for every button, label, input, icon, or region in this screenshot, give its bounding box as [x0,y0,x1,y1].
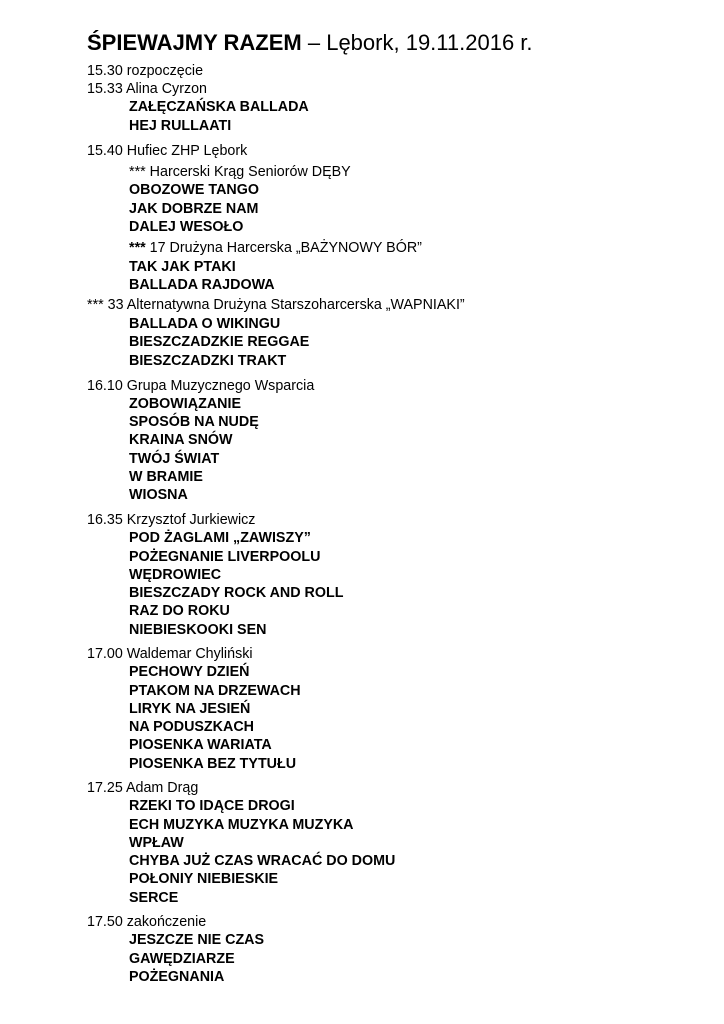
sub-performer [129,240,422,257]
song-title: GAWĘDZIARZE [129,951,235,967]
song-title: POŻEGNANIE LIVERPOOLU [129,549,321,565]
song-title: PIOSENKA BEZ TYTUŁU [129,756,297,772]
song-title: SPOSÓB NA NUDĘ [129,414,259,430]
song-title: PIOSENKA WARIATA [129,737,272,753]
song-title: BALLADA RAJDOWA [129,277,275,293]
song-title: KRAINA SNÓW [129,432,233,448]
song-title: ZAŁĘCZAŃSKA BALLADA [129,99,309,115]
song-title: PTAKOM NA DRZEWACH [129,683,301,699]
schedule-entry: 17.25 Adam Drąg [87,780,199,796]
song-title: ECH MUZYKA MUZYKA MUZYKA [129,817,354,833]
song-title: SERCE [129,890,179,906]
song-title: JESZCZE NIE CZAS [129,932,265,948]
schedule-entry: 16.10 Grupa Muzycznego Wsparcia [87,378,315,394]
song-title: RZEKI TO IDĄCE DROGI [129,798,295,814]
schedule-entry: 17.50 zakończenie [87,914,207,930]
page-title [87,28,533,58]
song-title: LIRYK NA JESIEŃ [129,701,251,717]
song-title: ZOBOWIĄZANIE [129,396,241,412]
song-title: CHYBA JUŻ CZAS WRACAĆ DO DOMU [129,853,396,869]
song-title: BIESZCZADZKI TRAKT [129,353,287,369]
song-title: BALLADA O WIKINGU [129,316,281,332]
song-title: HEJ RULLAATI [129,118,232,134]
sub-performer-name: 17 Drużyna Harcerska „BAŻYNOWY BÓR” [145,240,422,256]
song-title: JAK DOBRZE NAM [129,201,259,217]
song-title: OBOZOWE TANGO [129,182,259,198]
stars-marker: *** [129,240,146,256]
song-title: PECHOWY DZIEŃ [129,664,250,680]
song-title: POŻEGNANIA [129,969,225,985]
song-title: NA PODUSZKACH [129,719,254,735]
song-title: WPŁAW [129,835,184,851]
song-title: WĘDROWIEC [129,567,222,583]
sub-performer: *** Harcerski Krąg Seniorów DĘBY [129,164,351,180]
song-title: RAZ DO ROKU [129,603,230,619]
schedule-entry: 15.30 rozpoczęcie [87,63,204,79]
song-title: BIESZCZADZKIE REGGAE [129,334,310,350]
schedule-entry: 15.40 Hufiec ZHP Lębork [87,143,248,159]
song-title: POD ŻAGLAMI „ZAWISZY” [129,530,311,546]
title-place-date: – Lębork, 19.11.2016 r. [301,30,533,55]
schedule-entry: 16.35 Krzysztof Jurkiewicz [87,512,256,528]
song-title: POŁONIY NIEBIESKIE [129,871,279,887]
song-title: TWÓJ ŚWIAT [129,451,220,467]
schedule-entry: 15.33 Alina Cyrzon [87,81,208,97]
song-title: NIEBIESKOOKI SEN [129,622,267,638]
title-event-name: ŚPIEWAJMY RAZEM [87,30,302,55]
sub-performer: *** 33 Alternatywna Drużyna Starszoharcerska „WAPNIAKI” [87,297,465,313]
song-title: BIESZCZADY ROCK AND ROLL [129,585,344,601]
song-title: TAK JAK PTAKI [129,259,236,275]
song-title: WIOSNA [129,487,188,503]
song-title: DALEJ WESOŁO [129,219,244,235]
song-title: W BRAMIE [129,469,203,485]
schedule-entry: 17.00 Waldemar Chyliński [87,646,253,662]
